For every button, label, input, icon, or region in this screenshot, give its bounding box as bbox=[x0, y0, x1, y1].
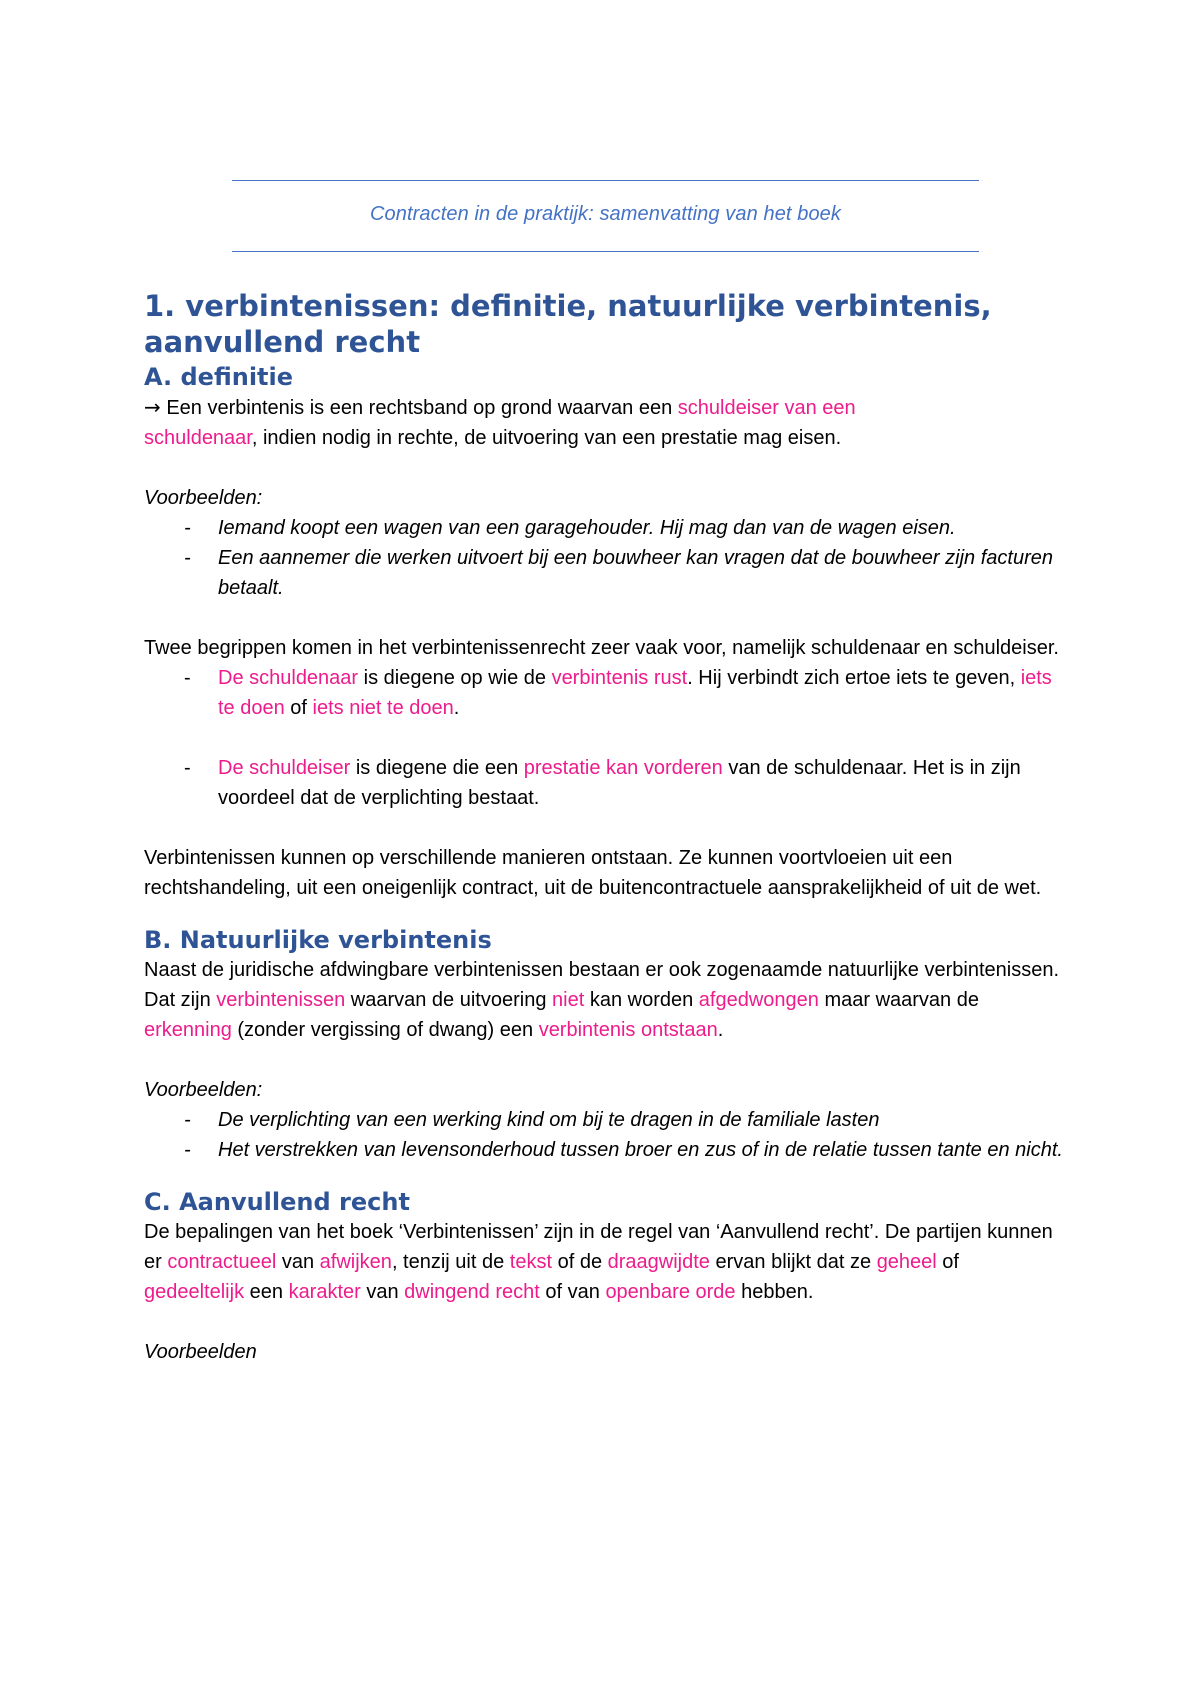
natural-obligation-paragraph bbox=[144, 955, 1064, 1045]
highlight-schuldeiser: schuldeiser van een bbox=[677, 397, 856, 419]
body-text: De bepalingen van het boek ‘Verbintenissen’ zijn in de regel van ‘Aanvullend recht’. De partijen kunnen er bbox=[144, 1221, 1053, 1273]
highlight-term: iets niet te doen bbox=[312, 697, 454, 719]
supplementary-law-paragraph bbox=[144, 1217, 1064, 1307]
body-text: van bbox=[360, 1281, 405, 1303]
body-text: Naast de juridische afdwingbare verbintenissen bestaan er ook zogenaamde natuurlijke verbintenissen. Dat zijn bbox=[144, 959, 1059, 1011]
header-bottom-rule bbox=[232, 251, 979, 252]
section-b-examples-label: Voorbeelden: bbox=[144, 1079, 263, 1101]
highlight-term: geheel bbox=[876, 1251, 937, 1273]
header-top-rule bbox=[232, 180, 979, 181]
chapter-title-line1: 1. verbintenissen: definitie, natuurlijke verbintenis, bbox=[144, 289, 992, 323]
body-text: of de bbox=[552, 1251, 608, 1273]
body-text: van de schuldenaar. Het is in zijn voordeel dat de verplichting bestaat. bbox=[218, 757, 1021, 809]
definition-text-2: , indien nodig in rechte, de uitvoering van een prestatie mag eisen. bbox=[251, 427, 842, 449]
highlight-term: openbare orde bbox=[605, 1281, 736, 1303]
section-a-examples-label: Voorbeelden: bbox=[144, 487, 263, 509]
body-text: . bbox=[717, 1019, 724, 1041]
highlight-term: verbintenis rust bbox=[551, 667, 688, 689]
section-a-heading: A. definitie bbox=[144, 363, 294, 391]
section-c-examples-label: Voorbeelden bbox=[144, 1341, 257, 1363]
dash-bullet: - bbox=[184, 547, 191, 569]
body-text: ervan blijkt dat ze bbox=[709, 1251, 877, 1273]
document-body bbox=[144, 288, 1064, 1367]
definition-text-1: Een verbintenis is een rechtsband op grond waarvan een bbox=[160, 397, 678, 419]
chapter-title bbox=[144, 288, 1064, 360]
body-text: (zonder vergissing of dwang) een bbox=[231, 1019, 539, 1041]
arrow-right-icon: → bbox=[144, 395, 161, 419]
body-text: een bbox=[244, 1281, 289, 1303]
example-text: De verplichting van een werking kind om bij te dragen in de familiale lasten bbox=[218, 1109, 880, 1131]
body-text: hebben. bbox=[735, 1281, 814, 1303]
dash-bullet: - bbox=[184, 1139, 191, 1161]
body-text: , tenzij uit de bbox=[391, 1251, 510, 1273]
list-item bbox=[144, 543, 1064, 603]
body-text: of van bbox=[539, 1281, 606, 1303]
highlight-term: draagwijdte bbox=[607, 1251, 710, 1273]
highlight-term: De schuldenaar bbox=[218, 667, 359, 689]
highlight-term: afgedwongen bbox=[698, 989, 819, 1011]
list-item-creditor bbox=[144, 753, 1064, 813]
dash-bullet: - bbox=[184, 667, 191, 689]
document-subtitle: Contracten in de praktijk: samenvatting van het boek bbox=[369, 203, 842, 225]
body-text: of bbox=[936, 1251, 959, 1273]
terms-list-2 bbox=[144, 753, 1064, 813]
example-text: Iemand koopt een wagen van een garagehouder. Hij mag dan van de wagen eisen. bbox=[218, 517, 956, 539]
dash-bullet: - bbox=[184, 757, 191, 779]
section-b-heading: B. Natuurlijke verbintenis bbox=[144, 926, 492, 954]
highlight-term: prestatie kan vorderen bbox=[523, 757, 723, 779]
body-text: . bbox=[453, 697, 460, 719]
highlight-term: contractueel bbox=[167, 1251, 277, 1273]
body-text: is diegene op wie de bbox=[358, 667, 552, 689]
highlight-schuldenaar: schuldenaar bbox=[144, 427, 252, 449]
body-text: is diegene die een bbox=[350, 757, 524, 779]
origins-paragraph: Verbintenissen kunnen op verschillende manieren ontstaan. Ze kunnen voortvloeien uit een rechtshandeling, uit een oneigenlijk contract, uit de buitencontractuele aansprakelijkheid of uit de wet. bbox=[144, 847, 1042, 899]
highlight-term: dwingend recht bbox=[404, 1281, 540, 1303]
body-text: van bbox=[276, 1251, 320, 1273]
body-text: . Hij verbindt zich ertoe iets te geven, bbox=[687, 667, 1021, 689]
list-item bbox=[144, 1105, 1064, 1135]
highlight-term: gedeeltelijk bbox=[144, 1281, 245, 1303]
terms-list bbox=[144, 663, 1064, 723]
body-text: maar waarvan de bbox=[818, 989, 979, 1011]
dash-bullet: - bbox=[184, 517, 191, 539]
highlight-term: tekst bbox=[509, 1251, 553, 1273]
highlight-term: niet bbox=[552, 989, 585, 1011]
highlight-term: erkenning bbox=[144, 1019, 232, 1041]
highlight-term: verbintenis ontstaan bbox=[538, 1019, 718, 1041]
chapter-title-line2: aanvullend recht bbox=[144, 325, 421, 359]
body-text: kan worden bbox=[584, 989, 699, 1011]
list-item bbox=[144, 1135, 1064, 1165]
section-a-examples-list bbox=[144, 513, 1064, 603]
example-text: Een aannemer die werken uitvoert bij een bouwheer kan vragen dat de bouwheer zijn facturen betaalt. bbox=[218, 547, 1053, 599]
highlight-term: iets te doen bbox=[218, 667, 1052, 719]
body-text: of bbox=[284, 697, 313, 719]
definition-paragraph bbox=[144, 392, 1064, 453]
section-c-heading: C. Aanvullend recht bbox=[144, 1188, 410, 1216]
list-item-debtor bbox=[144, 663, 1064, 723]
highlight-term: verbintenissen bbox=[216, 989, 346, 1011]
highlight-term: De schuldeiser bbox=[218, 757, 351, 779]
list-item bbox=[144, 513, 1064, 543]
highlight-term: afwijken bbox=[319, 1251, 392, 1273]
highlight-term: karakter bbox=[288, 1281, 361, 1303]
example-text: Het verstrekken van levensonderhoud tussen broer en zus of in de relatie tussen tante en nicht. bbox=[218, 1139, 1063, 1161]
dash-bullet: - bbox=[184, 1109, 191, 1131]
section-b-examples-list bbox=[144, 1105, 1064, 1165]
two-terms-paragraph: Twee begrippen komen in het verbintenissenrecht zeer vaak voor, namelijk schuldenaar en schuldeiser. bbox=[144, 637, 1059, 659]
body-text: waarvan de uitvoering bbox=[345, 989, 553, 1011]
